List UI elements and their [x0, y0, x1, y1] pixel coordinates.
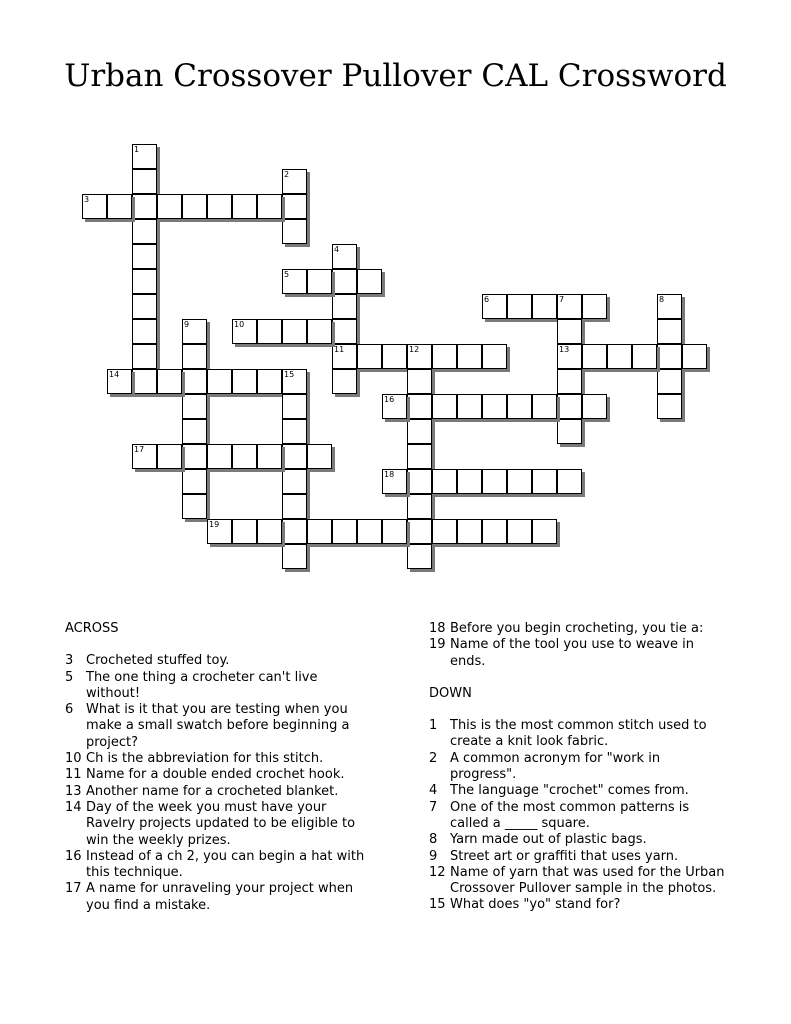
grid-cell[interactable] [432, 469, 457, 494]
grid-cell[interactable] [557, 469, 582, 494]
grid-cell[interactable] [382, 519, 407, 544]
grid-cell[interactable] [307, 444, 332, 469]
grid-cell[interactable] [457, 469, 482, 494]
grid-cell[interactable] [332, 519, 357, 544]
grid-cell[interactable] [557, 369, 582, 394]
grid-cell[interactable] [507, 394, 532, 419]
grid-cell[interactable] [132, 369, 157, 394]
clue-text: Before you begin crocheting, you tie a: [450, 621, 704, 636]
down-clue [429, 800, 729, 833]
grid-cell[interactable] [282, 469, 307, 494]
clue-number-label: 12 [409, 345, 420, 354]
grid-cell[interactable] [407, 544, 432, 569]
clue-text: Instead of a ch 2, you can begin a hat with this technique. [86, 848, 365, 881]
grid-cell[interactable] [307, 269, 332, 294]
grid-cell[interactable] [207, 444, 232, 469]
clue-text: Ch is the abbreviation for this stitch. [86, 751, 324, 767]
clue-number-label: 3 [84, 195, 90, 204]
across-clue-list [65, 653, 365, 914]
down-clue [429, 783, 729, 799]
grid-cell[interactable] [282, 194, 307, 219]
clue-number: 12 [429, 864, 446, 880]
down-clue [429, 832, 729, 848]
grid-cell[interactable] [282, 219, 307, 244]
clue-number-label: 19 [209, 520, 220, 529]
grid-cell[interactable] [182, 494, 207, 519]
grid-cell[interactable] [507, 469, 532, 494]
grid-cell[interactable] [557, 419, 582, 444]
clue-number: 17 [65, 881, 82, 897]
grid-cell[interactable] [332, 319, 357, 344]
grid-cell[interactable] [182, 444, 207, 469]
across-clue [65, 653, 365, 669]
clue-number-label: 17 [134, 445, 145, 454]
clue-text: Name for a double ended crochet hook. [86, 767, 345, 783]
clue-number-label: 5 [284, 270, 290, 279]
clue-text: The language "crochet" comes from. [450, 783, 689, 799]
grid-cell[interactable] [682, 344, 707, 369]
clue-text: A common acronym for "work in progress". [450, 750, 661, 783]
grid-cell[interactable] [282, 319, 307, 344]
clue-number-label: 13 [559, 345, 570, 354]
clue-number-label: 7 [559, 295, 565, 304]
grid-cell[interactable] [232, 194, 257, 219]
across-clue [65, 767, 365, 783]
clue-text: A name for unraveling your project when you find a mistake. [86, 881, 354, 913]
grid-cell[interactable] [457, 519, 482, 544]
grid-cell[interactable] [407, 469, 432, 494]
grid-cell[interactable] [307, 319, 332, 344]
grid-cell[interactable] [157, 444, 182, 469]
grid-cell[interactable] [582, 394, 607, 419]
grid-cell[interactable] [207, 194, 232, 219]
grid-cell[interactable] [632, 344, 657, 369]
clue-text: Name of yarn that was used for the Urban Crossover Pullover sample in the photos. [450, 864, 725, 897]
clue-number-label: 16 [384, 395, 395, 404]
grid-cell[interactable] [507, 519, 532, 544]
grid-cell[interactable] [657, 344, 682, 369]
across-clue [65, 800, 365, 849]
clue-number-label: 15 [284, 370, 295, 379]
grid-cell[interactable] [232, 444, 257, 469]
clue-number: 2 [429, 750, 438, 766]
across-clue [65, 751, 365, 767]
across-clue [65, 702, 365, 751]
grid-cell[interactable] [482, 519, 507, 544]
clue-number: 10 [65, 751, 82, 767]
grid-cell[interactable] [132, 169, 157, 194]
clue-number-label: 18 [384, 470, 395, 479]
grid-cell[interactable] [232, 519, 257, 544]
grid-cell[interactable] [257, 444, 282, 469]
across-clue [429, 637, 729, 670]
clue-text: Yarn made out of plastic bags. [450, 832, 647, 848]
grid-cell[interactable] [357, 269, 382, 294]
grid-cell[interactable] [532, 469, 557, 494]
grid-cell[interactable] [332, 269, 357, 294]
clue-number-label: 14 [109, 370, 120, 379]
clue-number: 6 [65, 702, 74, 718]
grid-cell[interactable] [157, 194, 182, 219]
across-clue [65, 670, 365, 703]
grid-cell[interactable] [657, 369, 682, 394]
grid-cell[interactable] [657, 394, 682, 419]
clue-text: Name of the tool you use to weave in ends. [450, 637, 694, 669]
clue-column-left [65, 621, 365, 914]
grid-cell[interactable] [532, 519, 557, 544]
down-clue-list [429, 718, 729, 914]
grid-cell[interactable] [482, 344, 507, 369]
clue-number: 11 [65, 767, 82, 783]
grid-cell[interactable] [432, 394, 457, 419]
grid-cell[interactable] [607, 344, 632, 369]
grid-cell[interactable] [432, 519, 457, 544]
down-heading: DOWN [429, 685, 472, 701]
grid-cell[interactable] [282, 444, 307, 469]
grid-cell[interactable] [357, 519, 382, 544]
clue-number: 9 [429, 848, 438, 864]
grid-cell[interactable] [257, 519, 282, 544]
grid-cell[interactable] [132, 294, 157, 319]
clue-text: What does "yo" stand for? [450, 897, 621, 913]
grid-cell[interactable] [407, 519, 432, 544]
grid-cell[interactable] [182, 419, 207, 444]
grid-cell[interactable] [182, 469, 207, 494]
grid-cell[interactable] [282, 544, 307, 569]
clue-text: The one thing a crocheter can't live without! [86, 669, 318, 701]
grid-cell[interactable] [332, 294, 357, 319]
down-clue [429, 849, 729, 865]
clue-number: 18 [429, 621, 446, 636]
grid-cell[interactable] [182, 344, 207, 369]
across-clue [65, 881, 365, 914]
clue-number: 1 [429, 718, 438, 734]
grid-cell[interactable] [357, 344, 382, 369]
grid-cell[interactable] [332, 369, 357, 394]
grid-cell[interactable] [282, 394, 307, 419]
grid-cell[interactable] [257, 319, 282, 344]
grid-cell[interactable] [532, 294, 557, 319]
grid-cell[interactable] [432, 344, 457, 369]
grid-cell[interactable] [257, 194, 282, 219]
page-title: Urban Crossover Pullover CAL Crossword [64, 58, 727, 94]
grid-cell[interactable] [132, 219, 157, 244]
clue-number: 13 [65, 783, 82, 799]
clue-number-label: 4 [334, 245, 340, 254]
grid-cell[interactable] [657, 319, 682, 344]
clue-number-label: 9 [184, 320, 190, 329]
grid-cell[interactable] [132, 244, 157, 269]
clue-text: Street art or graffiti that uses yarn. [450, 848, 679, 864]
grid-cell[interactable] [107, 194, 132, 219]
grid-cell[interactable] [182, 194, 207, 219]
grid-cell[interactable] [582, 344, 607, 369]
across-clue [65, 849, 365, 882]
clue-number: 8 [429, 832, 438, 848]
clue-number: 16 [65, 848, 82, 864]
grid-cell[interactable] [157, 369, 182, 394]
grid-cell[interactable] [207, 369, 232, 394]
clue-number-label: 6 [484, 295, 490, 304]
grid-cell[interactable] [532, 394, 557, 419]
grid-cell[interactable] [282, 419, 307, 444]
clue-number: 5 [65, 669, 74, 685]
across-clue-list-continued [429, 621, 729, 670]
grid-cell[interactable] [307, 519, 332, 544]
clue-text: This is the most common stitch used to create a knit look fabric. [450, 718, 707, 750]
clue-number: 4 [429, 783, 438, 799]
grid-cell[interactable] [182, 369, 207, 394]
grid-cell[interactable] [282, 519, 307, 544]
clue-number: 7 [429, 799, 438, 815]
down-clue [429, 751, 729, 784]
clue-number: 15 [429, 897, 446, 913]
down-clue [429, 718, 729, 751]
grid-cell[interactable] [407, 394, 432, 419]
grid-cell[interactable] [182, 394, 207, 419]
grid-cell[interactable] [582, 294, 607, 319]
grid-cell[interactable] [407, 369, 432, 394]
grid-cell[interactable] [132, 194, 157, 219]
grid-cell[interactable] [482, 394, 507, 419]
clue-number-label: 10 [234, 320, 245, 329]
down-clue [429, 865, 729, 898]
clue-number-label: 2 [284, 170, 290, 179]
grid-cell[interactable] [232, 369, 257, 394]
grid-cell[interactable] [557, 394, 582, 419]
clue-column-right [429, 621, 729, 914]
clue-number: 14 [65, 799, 82, 815]
grid-cell[interactable] [482, 469, 507, 494]
grid-cell[interactable] [282, 494, 307, 519]
across-clue [429, 621, 729, 637]
clue-number-label: 11 [334, 345, 345, 354]
grid-cell[interactable] [132, 269, 157, 294]
clue-text: What is it that you are testing when you make a small swatch before beginning a project? [86, 702, 350, 750]
clue-number-label: 8 [659, 295, 665, 304]
grid-cell[interactable] [407, 494, 432, 519]
clue-number-label: 1 [134, 145, 140, 154]
grid-cell[interactable] [557, 319, 582, 344]
grid-cell[interactable] [257, 369, 282, 394]
grid-cell[interactable] [132, 344, 157, 369]
clue-number: 19 [429, 637, 446, 653]
grid-cell[interactable] [407, 444, 432, 469]
down-clue [429, 897, 729, 913]
clue-text: Crocheted stuffed toy. [86, 653, 230, 669]
clue-text: Day of the week you must have your Ravelry projects updated to be eligible to win the weekly prizes. [86, 799, 356, 848]
clue-number: 3 [65, 653, 74, 669]
across-clue [65, 784, 365, 800]
clue-text: One of the most common patterns is called a _____ square. [450, 799, 690, 831]
grid-cell[interactable] [132, 319, 157, 344]
grid-cell[interactable] [382, 344, 407, 369]
grid-cell[interactable] [457, 394, 482, 419]
grid-cell[interactable] [407, 419, 432, 444]
clue-text: Another name for a crocheted blanket. [86, 783, 339, 799]
across-heading: ACROSS [65, 621, 119, 636]
grid-cell[interactable] [507, 294, 532, 319]
grid-cell[interactable] [457, 344, 482, 369]
